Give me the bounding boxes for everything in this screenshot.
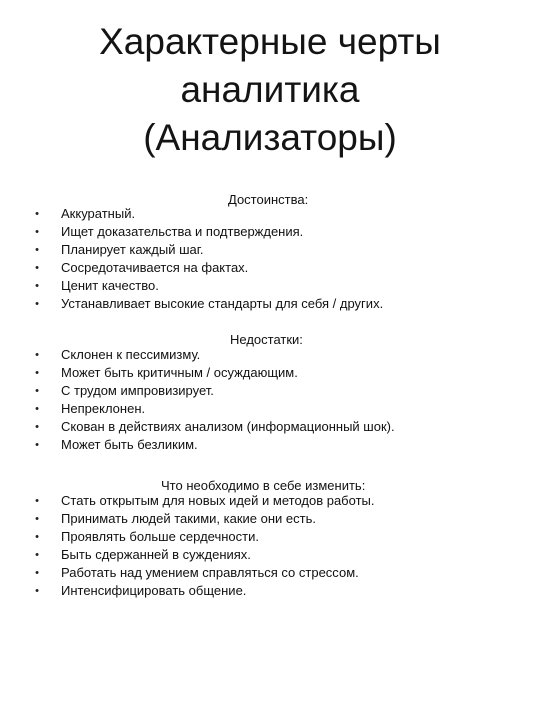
- bullet-icon: •: [35, 531, 39, 543]
- title-line-3: (Анализаторы): [143, 117, 397, 158]
- page-title: [60, 18, 480, 162]
- list-item-text: Непреклонен.: [61, 401, 146, 416]
- advantages-heading: Достоинства:: [228, 192, 309, 207]
- bullet-icon: •: [35, 439, 39, 451]
- bullet-icon: •: [35, 567, 39, 579]
- bullet-icon: •: [35, 421, 39, 433]
- bullet-icon: •: [35, 495, 39, 507]
- list-item-text: Принимать людей такими, какие они есть.: [61, 511, 316, 526]
- bullet-icon: •: [35, 513, 39, 525]
- list-item-text: Может быть безликим.: [61, 437, 198, 452]
- list-item-text: Работать над умением справляться со стрессом.: [61, 565, 359, 580]
- bullet-icon: •: [35, 367, 39, 379]
- bullet-icon: •: [35, 208, 39, 220]
- list-item-text: Склонен к пессимизму.: [61, 347, 201, 362]
- bullet-icon: •: [35, 298, 39, 310]
- disadvantages-heading: Недостатки:: [230, 332, 303, 347]
- list-item-text: Ценит качество.: [61, 278, 159, 293]
- bullet-icon: •: [35, 349, 39, 361]
- list-item-text: Скован в действиях анализом (информационный шок).: [61, 419, 395, 434]
- list-item-text: Устанавливает высокие стандарты для себя / других.: [61, 296, 384, 311]
- list-item-text: Планирует каждый шаг.: [61, 242, 204, 257]
- bullet-icon: •: [35, 403, 39, 415]
- list-item-text: Аккуратный.: [61, 206, 136, 221]
- bullet-icon: •: [35, 280, 39, 292]
- list-item-text: Сосредотачивается на фактах.: [61, 260, 249, 275]
- title-line-1: Характерные черты: [99, 21, 441, 62]
- list-item-text: Может быть критичным / осуждающим.: [61, 365, 298, 380]
- list-item-text: Стать открытым для новых идей и методов работы.: [61, 493, 375, 508]
- bullet-icon: •: [35, 262, 39, 274]
- bullet-icon: •: [35, 244, 39, 256]
- list-item-text: С трудом импровизирует.: [61, 383, 214, 398]
- bullet-icon: •: [35, 226, 39, 238]
- title-line-2: аналитика: [180, 69, 360, 110]
- bullet-icon: •: [35, 385, 39, 397]
- list-item-text: Быть сдержанней в суждениях.: [61, 547, 251, 562]
- bullet-icon: •: [35, 585, 39, 597]
- bullet-icon: •: [35, 549, 39, 561]
- to-change-heading: Что необходимо в себе изменить:: [161, 478, 366, 493]
- list-item-text: Интенсифицировать общение.: [61, 583, 247, 598]
- list-item-text: Проявлять больше сердечности.: [61, 529, 259, 544]
- list-item-text: Ищет доказательства и подтверждения.: [61, 224, 304, 239]
